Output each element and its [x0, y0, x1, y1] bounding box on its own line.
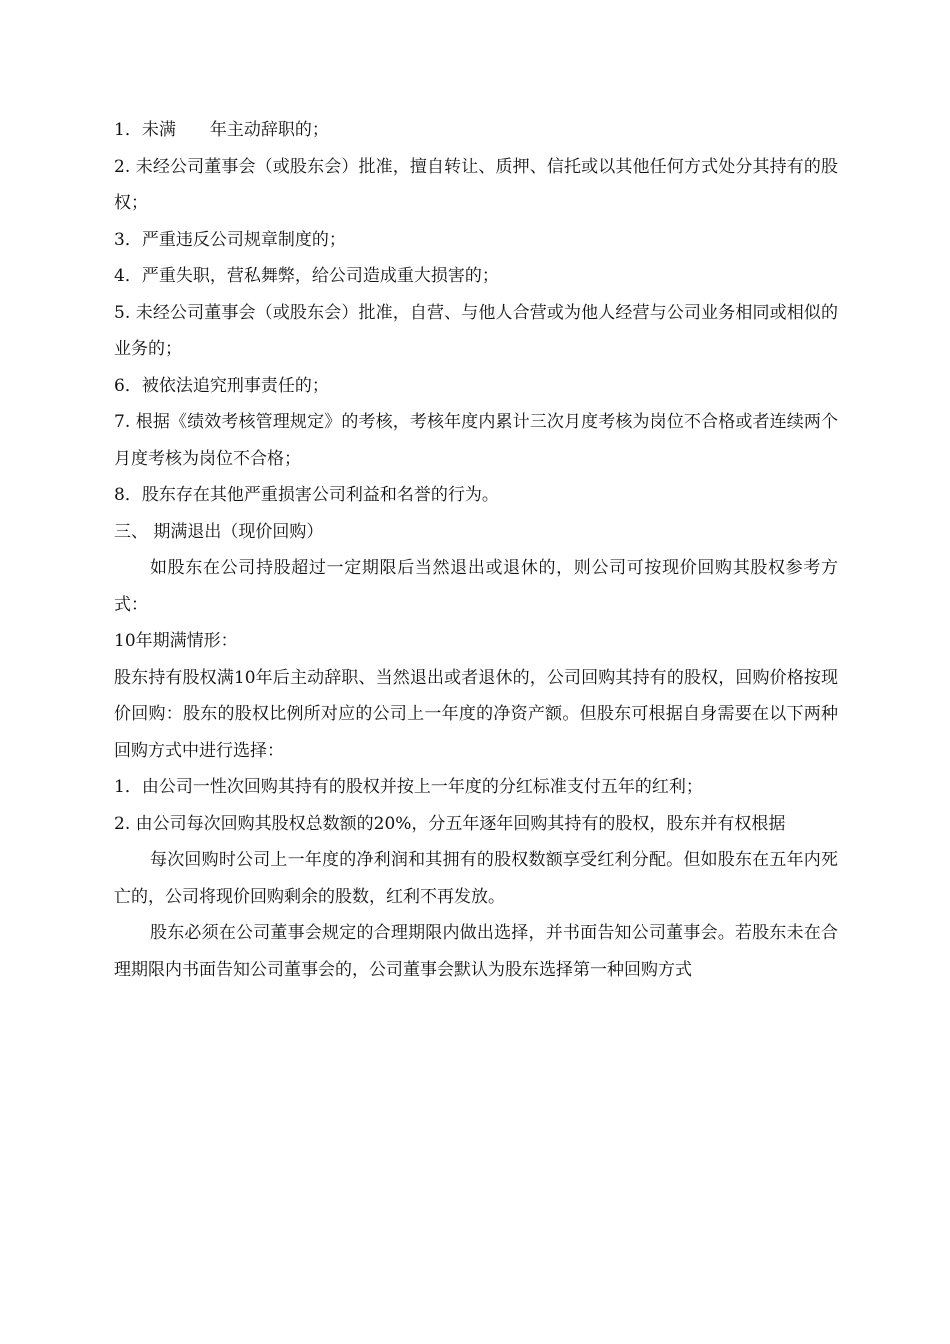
option-item-2-continuation: 每次回购时公司上一年度的净利润和其拥有的股权数额享受红利分配。但如股东在五年内死亡的，公司将现价回购剩余的股数，红利不再发放。 — [114, 850, 838, 907]
list-item-4: 4．严重失职，营私舞弊，给公司造成重大损害的； — [114, 266, 499, 286]
section-heading: 三、 期满退出（现价回购） — [114, 521, 324, 542]
option-item-1: 1．由公司一性次回购其持有的股权并按上一年度的分红标准支付五年的红利； — [114, 777, 703, 797]
body-paragraph: 股东持有股权满10年后主动辞职、当然退出或者退休的，公司回购其持有的股权，回购价格按现价回购：股东的股权比例所对应的公司上一年度的净资产额。但股东可根据自身需要在以下两种回购方式中进行选择： — [114, 667, 838, 761]
option-item-2: 2. 由公司每次回购其股权总数额的20%，分五年逐年回购其持有的股权，股东并有权根据 — [114, 813, 786, 834]
list-item-1: 1．未满 年主动辞职的； — [114, 120, 329, 140]
list-item-7: 7. 根据《绩效考核管理规定》的考核，考核年度内累计三次月度考核为岗位不合格或者连续两个月度考核为岗位不合格； — [114, 412, 838, 469]
list-item-2: 2. 未经公司董事会（或股东会）批准，擅自转让、质押、信托或以其他任何方式处分其持有的股权； — [114, 156, 838, 213]
list-item-5: 5. 未经公司董事会（或股东会）批准，自营、与他人合营或为他人经营与公司业务相同或相似的业务的； — [114, 302, 838, 359]
section-intro-paragraph: 如股东在公司持股超过一定期限后当然退出或退休的，则公司可按现价回购其股权参考方式： — [114, 558, 838, 615]
list-item-3: 3．严重违反公司规章制度的； — [114, 229, 346, 250]
list-item-8: 8．股东存在其他严重损害公司利益和名誉的行为。 — [114, 485, 499, 505]
list-item-6: 6．被依法追究刑事责任的； — [114, 375, 329, 396]
choice-notice-paragraph: 股东必须在公司董事会规定的合理期限内做出选择，并书面告知公司董事会。若股东未在合理期限内书面告知公司董事会的，公司董事会默认为股东选择第一种回购方式 — [114, 923, 838, 980]
document-body — [114, 112, 838, 988]
subsection-heading: 10年期满情形： — [114, 631, 238, 651]
